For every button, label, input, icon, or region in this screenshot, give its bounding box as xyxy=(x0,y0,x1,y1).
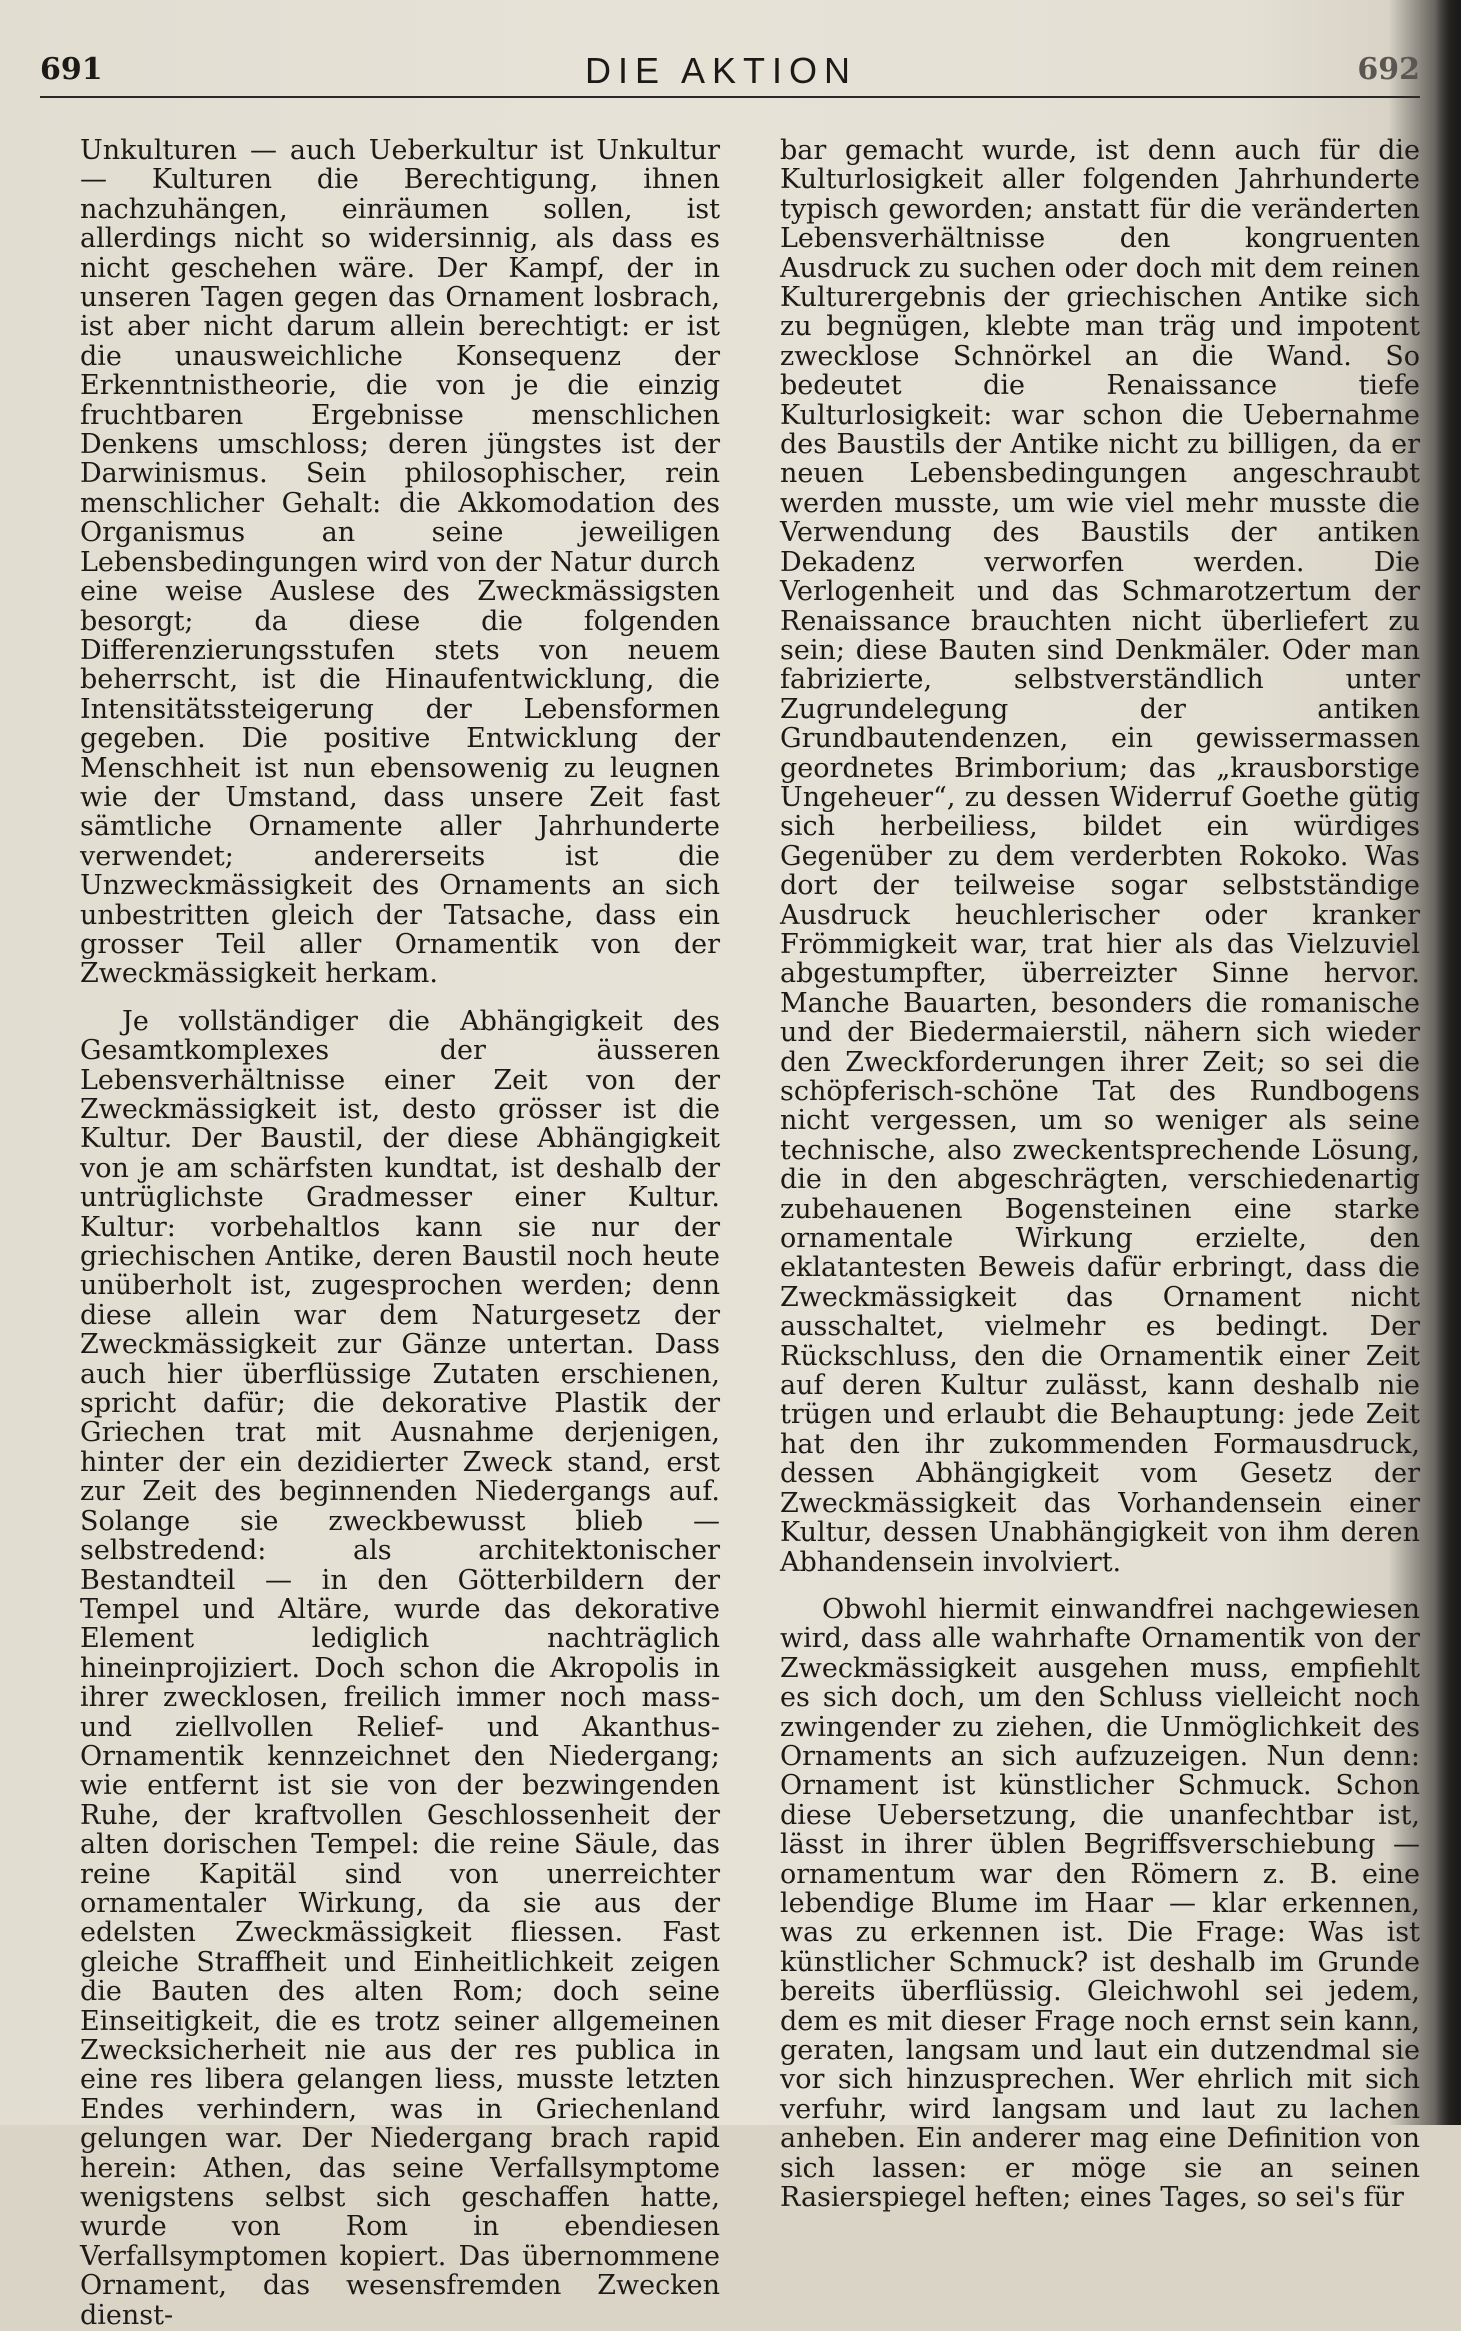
header-rule xyxy=(40,96,1420,98)
page-number-left: 691 xyxy=(40,52,103,87)
running-header xyxy=(40,52,1420,94)
book-gutter-shadow xyxy=(1435,0,1461,2125)
right-paragraph-1: bar gemacht wurde, ist denn auch für die Kulturlosigkeit aller folgenden Jahrhunderte typisch geworden; anstatt für die veränderten Lebensverhältnisse den kongruenten Ausdruck zu suchen oder doch mit dem reinen Kulturergebnis der griechischen Antike sich zu begnügen, klebte man träg und impotent zwecklose Schnörkel an die Wand. So bedeutet die Renaissance tiefe Kulturlosigkeit: war schon die Uebernahme des Baustils der Antike nicht zu billigen, da er neuen Lebensbedingungen angeschraubt werden musste, um wie viel mehr musste die Verwendung des Baustils der antiken Dekadenz verworfen werden. Die Verlogenheit und das Schmarotzertum der Renaissance brauchten nicht überliefert zu sein; diese Bauten sind Denkmäler. Oder man fabrizierte, selbstverständlich unter Zugrundelegung der antiken Grundbautendenzen, ein gewissermassen geordnetes Brimborium; das „krausborstige Ungeheuer“, zu dessen Widerruf Goethe gütig sich herbeiliess, bildet ein würdiges Gegenüber zu dem verderbten Rokoko. Was dort der teilweise sogar selbstständige Ausdruck heuchlerischer oder kranker Frömmigkeit war, trat hier als das Vielzuviel abgestumpfter, überreizter Sinne hervor. Manche Bauarten, besonders die romanische und der Biedermaierstil, nähern sich wieder den Zweckforderungen ihrer Zeit; so sei die schöpferisch-schöne Tat des Rundbogens nicht vergessen, um so weniger als seine technische, also zweckentsprechende Lösung, die in den abgeschrägten, verschiedenartig zubehauenen Bogensteinen eine starke ornamentale Wirkung erzielte, den eklatantesten Beweis dafür erbringt, dass die Zweckmässigkeit das Ornament nicht ausschaltet, vielmehr es bedingt. Der Rückschluss, den die Ornamentik einer Zeit auf deren Kultur zulässt, kann deshalb nie trügen und erlaubt die Behauptung: jede Zeit hat den ihr zukommenden Formausdruck, dessen Abhängigkeit vom Gesetz der Zweckmässigkeit das Vorhandensein einer Kultur, dessen Unabhängigkeit von ihm deren Abhandensein involviert. xyxy=(780,135,1420,1578)
right-column xyxy=(780,136,1420,2212)
page-number-right: 692 xyxy=(1357,52,1420,87)
journal-title: DIE AKTION xyxy=(585,50,858,91)
left-paragraph-1: Unkulturen — auch Ueberkultur ist Unkultur — Kulturen die Berechtigung, ihnen nachzuhängen, einräumen sollen, ist allerdings nicht so widersinnig, als dass es nicht geschehen wäre. Der Kampf, der in unseren Tagen gegen das Ornament losbrach, ist aber nicht darum allein berechtigt: er ist die unausweichliche Konsequenz der Erkenntnistheorie, die von je die einzig fruchtbaren Ergebnisse menschlichen Denkens umschloss; deren jüngstes ist der Darwinismus. Sein philosophischer, rein menschlicher Gehalt: die Akkomodation des Organismus an seine jeweiligen Lebensbedingungen wird von der Natur durch eine weise Auslese des Zweckmässigsten besorgt; da diese die folgenden Differenzierungsstufen stets von neuem beherrscht, ist die Hinaufentwicklung, die Intensitätssteigerung der Lebensformen gegeben. Die positive Entwicklung der Menschheit ist nun ebensowenig zu leugnen wie der Umstand, dass unsere Zeit fast sämtliche Ornamente aller Jahrhunderte verwendet; andererseits ist die Unzweckmässigkeit des Ornaments an sich unbestritten gleich der Tatsache, dass ein grosser Teil aller Ornamentik von der Zweckmässigkeit herkam. xyxy=(80,135,720,990)
left-column xyxy=(80,136,720,2330)
left-paragraph-2: Je vollständiger die Abhängigkeit des Gesamtkomplexes der äusseren Lebensverhältnisse einer Zeit von der Zweckmässigkeit ist, desto grösser ist die Kultur. Der Baustil, der diese Abhängigkeit von je am schärfsten kundtat, ist deshalb der untrüglichste Gradmesser einer Kultur. Kultur: vorbehaltlos kann sie nur der griechischen Antike, deren Baustil noch heute unüberholt ist, zugesprochen werden; denn diese allein war dem Naturgesetz der Zweckmässigkeit zur Gänze untertan. Dass auch hier überflüssige Zutaten erschienen, spricht dafür; die dekorative Plastik der Griechen trat mit Ausnahme derjenigen, hinter der ein dezidierter Zweck stand, erst zur Zeit des beginnenden Niedergangs auf. Solange sie zweckbewusst blieb — selbstredend: als architektonischer Bestandteil — in den Götterbildern der Tempel und Altäre, wurde das dekorative Element lediglich nachträglich hineinprojiziert. Doch schon die Akropolis in ihrer zwecklosen, freilich immer noch mass- und ziellvollen Relief- und Akanthus-Ornamentik kennzeichnet den Niedergang; wie entfernt ist sie von der bezwingenden Ruhe, der kraftvollen Geschlossenheit der alten dorischen Tempel: die reine Säule, das reine Kapitäl sind von unerreichter ornamentaler Wirkung, da sie aus der edelsten Zweckmässigkeit fliessen. Fast gleiche Straffheit und Einheitlichkeit zeigen die Bauten des alten Rom; doch seine Einseitigkeit, die es trotz seiner allgemeinen Zwecksicherheit nie aus der res publica in eine res libera gelangen liess, musste letzten Endes verhindern, was in Griechenland gelungen war. Der Niedergang brach rapid herein: Athen, das seine Verfallsymptome wenigstens selbst sich geschaffen hatte, wurde von Rom in ebendiesen Verfallsymptomen kopiert. Das übernommene Ornament, das wesensfremden Zwecken dienst- xyxy=(80,1005,720,2331)
right-paragraph-2: Obwohl hiermit einwandfrei nachgewiesen wird, dass alle wahrhafte Ornamentik von der Zweckmässigkeit ausgehen muss, empfiehlt es sich doch, um den Schluss vielleicht noch zwingender zu ziehen, die Unmöglichkeit des Ornaments an sich aufzuzeigen. Nun denn: Ornament ist künstlicher Schmuck. Schon diese Uebersetzung, die unanfechtbar ist, lässt in ihrer üblen Begriffsverschiebung — ornamentum war den Römern z. B. eine lebendige Blume im Haar — klar erkennen, was zu erkennen ist. Die Frage: Was ist künstlicher Schmuck? ist deshalb im Grunde bereits überflüssig. Gleichwohl sei jedem, dem es mit dieser Frage noch ernst sein kann, geraten, langsam und laut ein dutzendmal sie vor sich hinzusprechen. Wer ehrlich mit sich verfuhr, wird langsam und laut zu lachen anheben. Ein anderer mag eine Definition von sich lassen: er möge sie an seinen Rasierspiegel heften; eines Tages, so sei's für xyxy=(780,1593,1420,2214)
